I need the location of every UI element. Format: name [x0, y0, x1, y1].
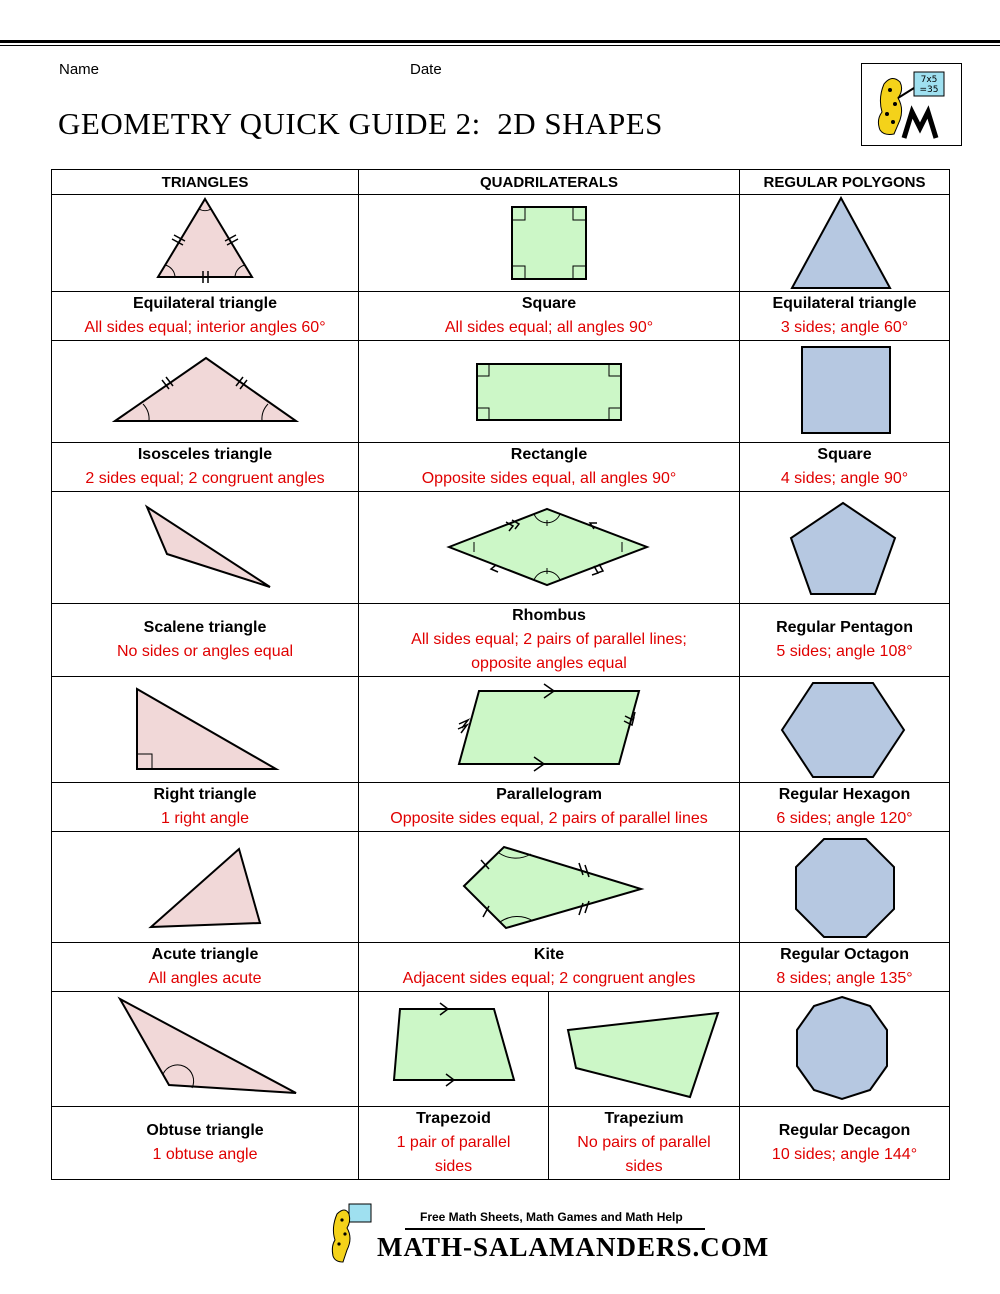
name-label: Name — [59, 61, 100, 78]
salamander-footer-icon — [325, 1200, 375, 1270]
scalene-triangle-figure — [52, 492, 359, 604]
regular-pentagon-figure — [740, 492, 950, 604]
shape-description: 1 pair of parallel sides — [396, 1134, 511, 1175]
shape-name: Square — [817, 446, 872, 463]
shape-name: Regular Hexagon — [778, 786, 911, 803]
regular-octagon-cell — [740, 943, 950, 992]
obtuse-triangle-figure — [52, 992, 359, 1107]
svg-text:=35: =35 — [919, 85, 939, 95]
acute-triangle-cell — [52, 943, 359, 992]
rectangle-figure — [359, 341, 740, 443]
column-header-regular-polygons: REGULAR POLYGONS — [740, 170, 950, 195]
shape-description: 1 right angle — [160, 810, 250, 827]
shape-name: Equilateral triangle — [772, 295, 917, 312]
salamander-logo-icon — [862, 64, 961, 145]
acute-triangle-figure — [52, 832, 359, 943]
trapezoid-cell — [359, 1107, 549, 1180]
regular-hexagon-figure — [740, 677, 950, 783]
shape-name: Trapezoid — [416, 1110, 491, 1127]
kite-cell — [359, 943, 740, 992]
shape-name: Regular Octagon — [780, 946, 909, 963]
shape-description: Adjacent sides equal; 2 congruent angles — [402, 970, 696, 987]
shape-description: 6 sides; angle 120° — [776, 810, 913, 827]
svg-text:7x5: 7x5 — [920, 75, 938, 85]
shape-description: All sides equal; 2 pairs of parallel lines; opposite angles equal — [411, 631, 687, 672]
parallelogram-figure — [359, 677, 740, 783]
shape-description: 1 obtuse angle — [152, 1146, 258, 1163]
shape-description: No sides or angles equal — [116, 643, 294, 660]
obtuse-triangle-cell — [52, 1107, 359, 1180]
regular-triangle-cell — [740, 292, 950, 341]
scalene-triangle-cell — [52, 604, 359, 677]
regular-square-cell — [740, 443, 950, 492]
shape-description: 3 sides; angle 60° — [780, 319, 909, 336]
shape-name: Right triangle — [153, 786, 257, 803]
rectangle-cell — [359, 443, 740, 492]
column-header-triangles: TRIANGLES — [52, 170, 359, 195]
shape-name: Obtuse triangle — [146, 1122, 264, 1139]
isosceles-triangle-cell — [52, 443, 359, 492]
salamander-logo — [861, 63, 962, 146]
shape-name: Isosceles triangle — [137, 446, 273, 463]
kite-figure — [359, 832, 740, 943]
square-quad-figure — [359, 195, 740, 292]
shape-description: 5 sides; angle 108° — [776, 643, 913, 660]
shape-name: Acute triangle — [151, 946, 259, 963]
shape-name: Parallelogram — [496, 786, 602, 803]
right-triangle-figure — [52, 677, 359, 783]
rhombus-figure — [359, 492, 740, 604]
shape-name: Trapezium — [604, 1110, 684, 1127]
shapes-table — [51, 169, 950, 1180]
parallelogram-cell — [359, 783, 740, 832]
shape-name: Scalene triangle — [143, 619, 267, 636]
footer-tagline: Free Math Sheets, Math Games and Math Help — [420, 1210, 683, 1224]
regular-square-figure — [740, 341, 950, 443]
shape-description: All sides equal; interior angles 60° — [84, 319, 326, 336]
shape-description: All sides equal; all angles 90° — [444, 319, 654, 336]
trapezoid-figure — [359, 992, 549, 1107]
square-quad-cell — [359, 292, 740, 341]
top-rule-thin — [0, 45, 1000, 46]
footer-branding — [325, 1200, 770, 1270]
regular-triangle-figure — [740, 195, 950, 292]
page-title: GEOMETRY QUICK GUIDE 2: 2D SHAPES — [58, 106, 663, 141]
trapezium-cell — [549, 1107, 740, 1180]
isosceles-triangle-figure — [52, 341, 359, 443]
shape-description: Opposite sides equal, all angles 90° — [421, 470, 677, 487]
shape-name: Rectangle — [510, 446, 588, 463]
shape-name: Regular Decagon — [778, 1122, 911, 1139]
shape-description: 10 sides; angle 144° — [771, 1146, 918, 1163]
regular-hexagon-cell — [740, 783, 950, 832]
trapezium-figure — [549, 992, 740, 1107]
regular-decagon-cell — [740, 1107, 950, 1180]
regular-octagon-figure — [740, 832, 950, 943]
column-header-quadrilaterals: QUADRILATERALS — [359, 170, 740, 195]
shape-name: Rhombus — [512, 607, 586, 624]
equilateral-triangle-cell — [52, 292, 359, 341]
shape-name: Kite — [533, 946, 565, 963]
shape-description: 2 sides equal; 2 congruent angles — [85, 470, 325, 487]
top-rule — [0, 40, 1000, 43]
regular-decagon-figure — [740, 992, 950, 1107]
shape-description: No pairs of parallel sides — [577, 1134, 711, 1175]
shape-description: Opposite sides equal, 2 pairs of parallel lines — [390, 810, 708, 827]
shape-description: 8 sides; angle 135° — [776, 970, 913, 987]
regular-pentagon-cell — [740, 604, 950, 677]
footer-rule — [405, 1228, 705, 1230]
shape-name: Equilateral triangle — [132, 295, 278, 312]
shape-description: All angles acute — [148, 970, 262, 987]
shape-name: Regular Pentagon — [776, 619, 913, 636]
footer-brand: MATH-SALAMANDERS.COM — [377, 1232, 770, 1262]
date-label: Date — [410, 61, 442, 78]
equilateral-triangle-figure — [52, 195, 359, 292]
rhombus-cell — [359, 604, 740, 677]
right-triangle-cell — [52, 783, 359, 832]
shape-description: 4 sides; angle 90° — [780, 470, 909, 487]
shape-name: Square — [521, 295, 577, 312]
